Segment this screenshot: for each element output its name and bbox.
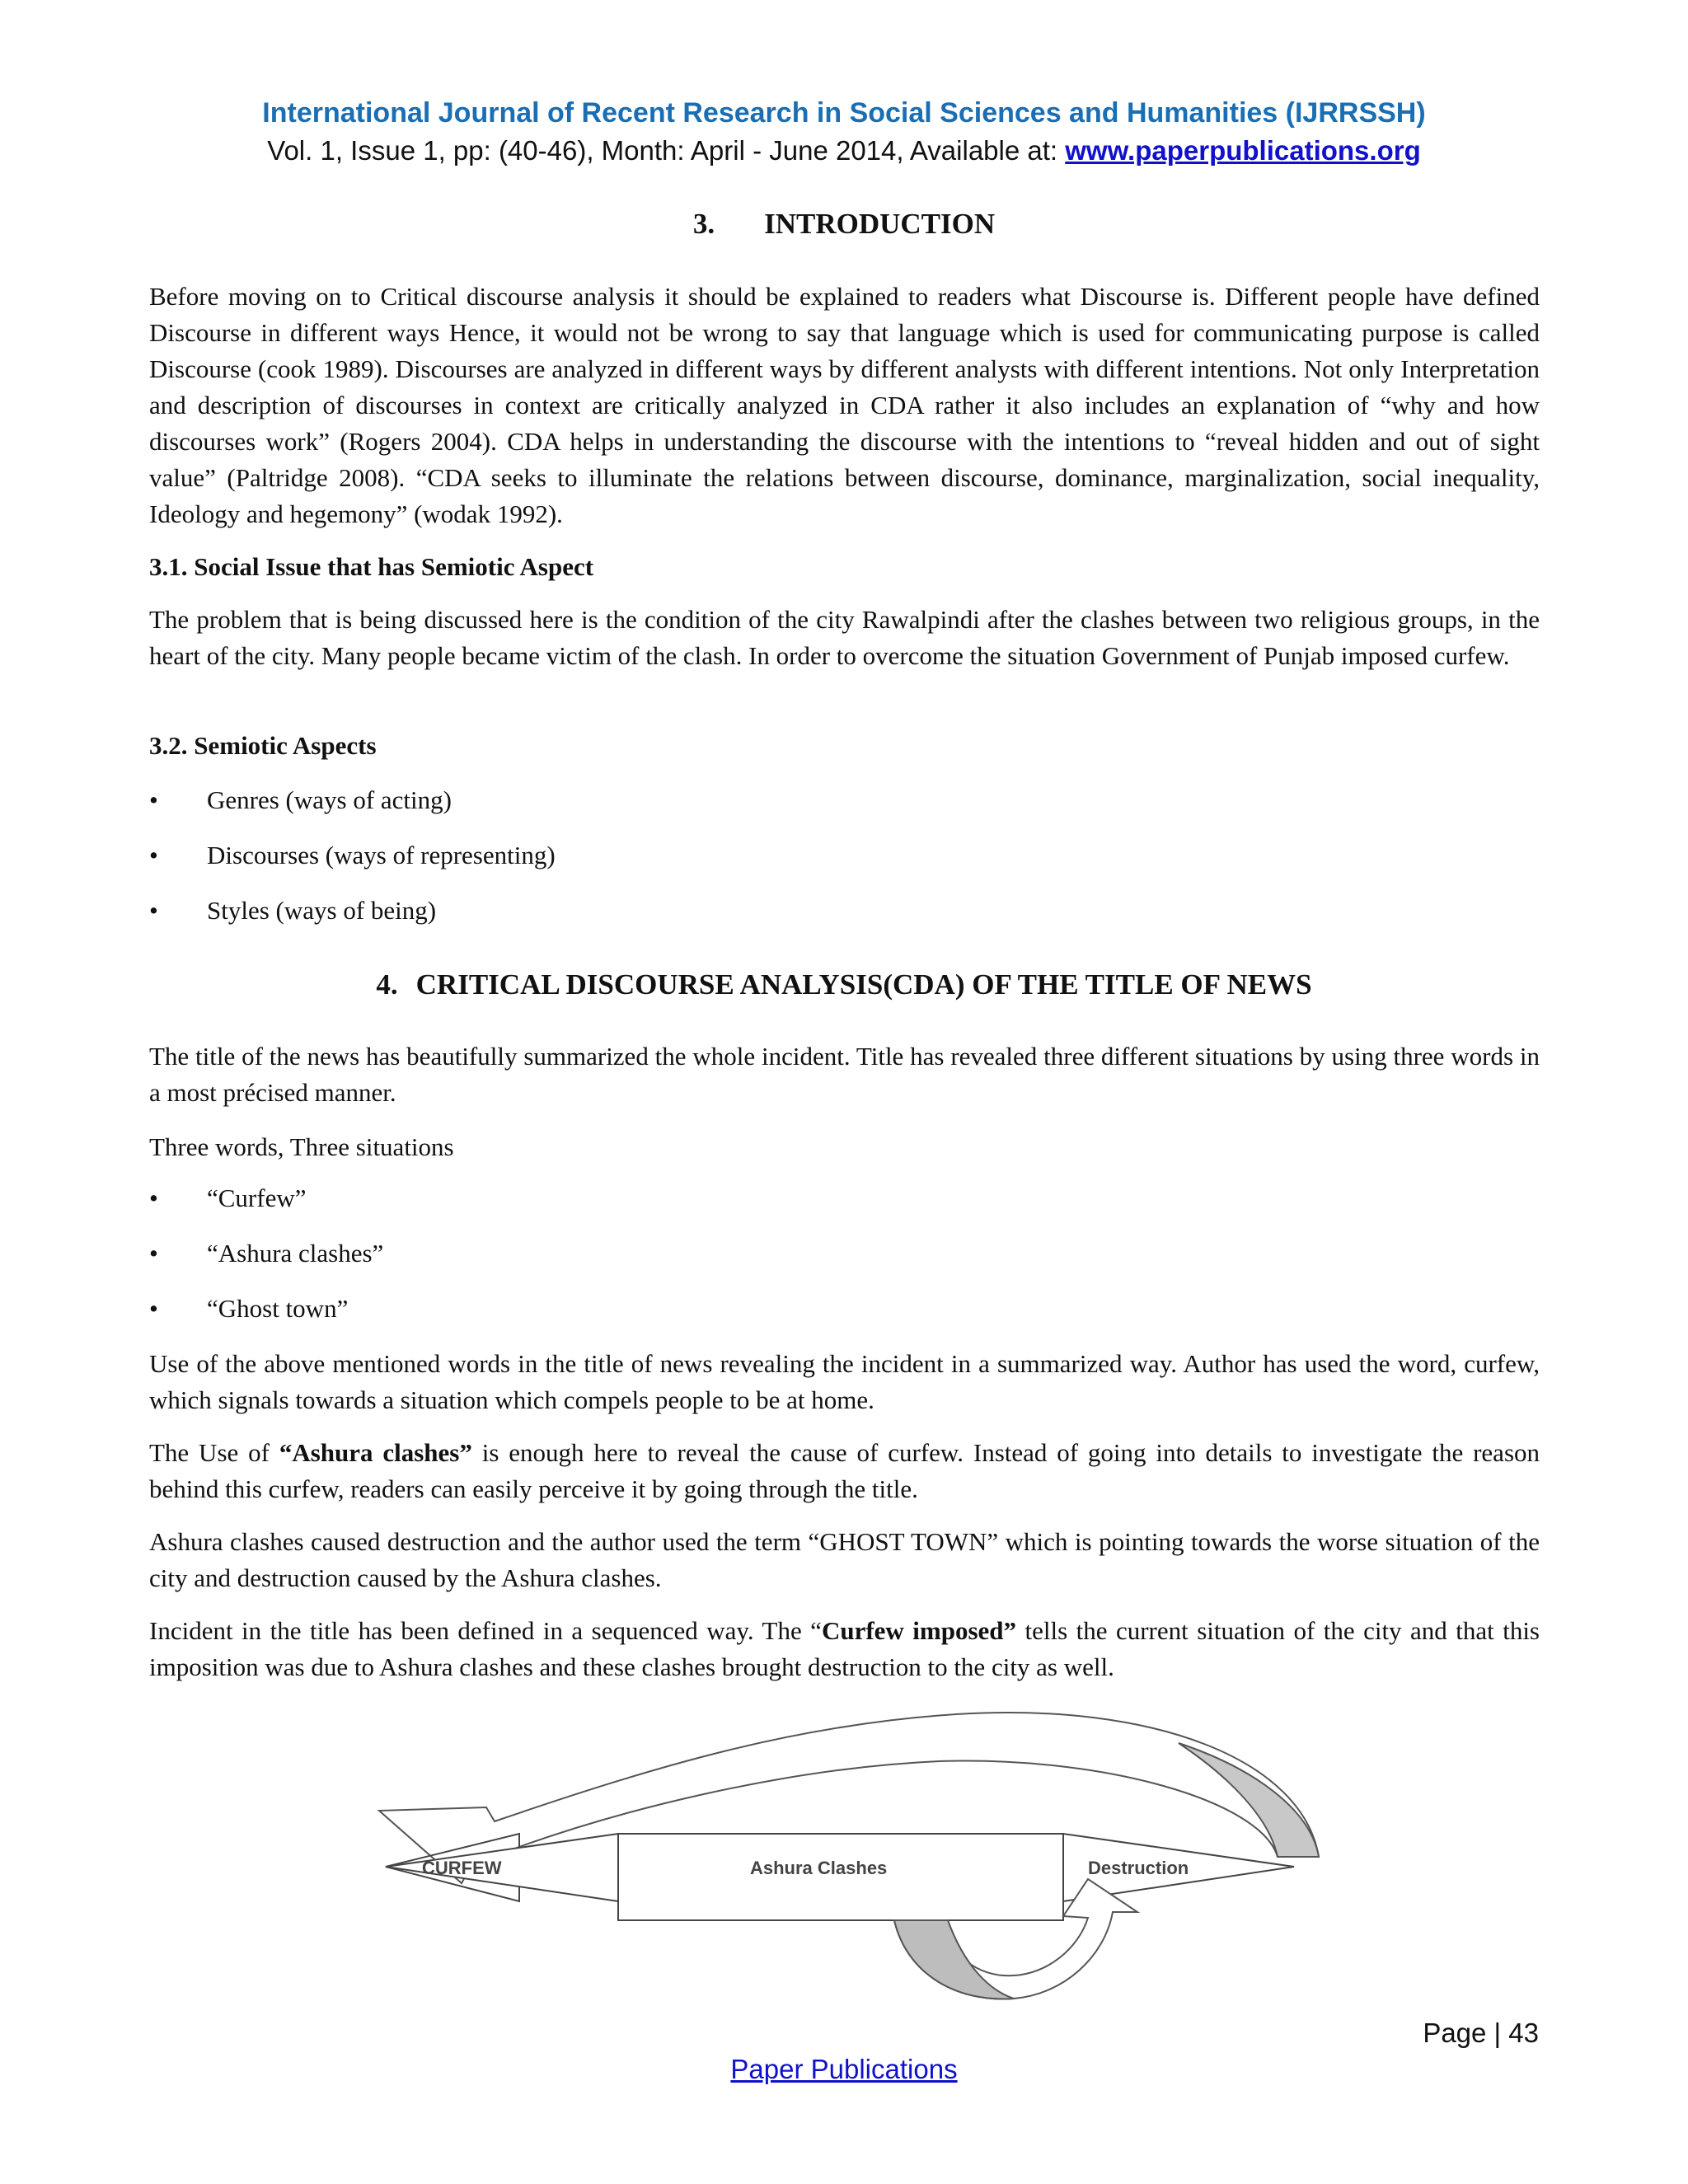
publisher-link[interactable]: Paper Publications — [730, 2054, 958, 2084]
section4-paragraph-6: Incident in the title has been defined in a sequenced way. The “Curfew imposed” tells the current situation of the city and that this imposition was due to Ashura clashes and these clashes brought destruction to the city as well. — [149, 1616, 1540, 1681]
subsection-3-1-paragraph: The problem that is being discussed here is the condition of the city Rawalpindi after the clashes between two religious groups, in the heart of the city. Many people became victim of the clash. In order to overcome the situation Government of Punjab imposed curfew. — [149, 605, 1540, 670]
semiotic-bullet-3: • Styles (ways of being) — [149, 896, 437, 925]
diagram-label-curfew: CURFEW — [422, 1858, 502, 1878]
diagram-label-destruction: Destruction — [1088, 1858, 1189, 1878]
section3-title: INTRODUCTION — [764, 208, 996, 240]
section4-paragraph-4: The Use of “Ashura clashes” is enough here to reveal the cause of curfew. Instead of going into details to investigate the reason behind this curfew, readers can easily perceive it by going through the title. — [149, 1438, 1540, 1503]
subsection-3-2-title: 3.2. Semiotic Aspects — [149, 731, 377, 760]
section4-paragraph-1: The title of the news has beautifully summarized the whole incident. Title has revealed three different situations by using three words in a most précised manner. — [149, 1042, 1540, 1107]
volume-info — [0, 135, 1688, 166]
section3-heading — [0, 208, 1688, 241]
cda-flow-diagram — [363, 1710, 1335, 2007]
diagram-label-ashura: Ashura Clashes — [750, 1858, 888, 1878]
section4-number: 4. — [376, 968, 398, 1001]
section4-heading — [0, 968, 1688, 1001]
introduction-paragraph: Before moving on to Critical discourse analysis it should be explained to readers what Discourse is. Different people have defined Discourse in different ways Hence, it would not be wrong to say that language which is used for communicating purpose is called Discourse (cook 1989). Discourses are analyzed in different ways by different analysts with different intentions. Not only Interpretation and description of discourses in context are critically analyzed in CDA rather it also includes an explanation of “why and how discourses work” (Rogers 2004). CDA helps in understanding the discourse with the intentions to “reveal hidden and out of sight value” (Paltridge 2008). “CDA seeks to illuminate the relations between discourse, dominance, marginalization, social inequality, Ideology and hegemony” (wodak 1992). — [149, 282, 1540, 528]
website-link[interactable]: www.paperpublications.org — [1065, 135, 1421, 166]
section4-paragraph-5: Ashura clashes caused destruction and the author used the term “GHOST TOWN” which is pointing towards the worse situation of the city and destruction caused by the Ashura clashes. — [149, 1527, 1540, 1592]
semiotic-bullet-1: • Genres (ways of acting) — [149, 785, 452, 814]
volume-text: Vol. 1, Issue 1, pp: (40-46), Month: April - June 2014, Available at: — [267, 135, 1066, 166]
title-word-bullet-1: • “Curfew” — [149, 1183, 307, 1212]
title-word-bullet-2: • “Ashura clashes” — [149, 1239, 384, 1268]
page-number: Page | 43 — [1423, 2018, 1539, 2048]
section4-paragraph-3: Use of the above mentioned words in the title of news revealing the incident in a summarized way. Author has used the word, curfew, which signals towards a situation which compels people to be at home. — [149, 1349, 1540, 1414]
semiotic-bullet-2: • Discourses (ways of representing) — [149, 841, 556, 869]
title-word-bullet-3: • “Ghost town” — [149, 1294, 349, 1323]
journal-title: International Journal of Recent Research in Social Sciences and Humanities (IJRRSSH) — [262, 97, 1426, 129]
section3-number: 3. — [692, 208, 715, 240]
subsection-3-1-title: 3.1. Social Issue that has Semiotic Aspect — [149, 552, 594, 581]
section4-title: CRITICAL DISCOURSE ANALYSIS(CDA) OF THE TITLE OF NEWS — [415, 968, 1312, 1001]
section4-paragraph-2: Three words, Three situations — [149, 1132, 454, 1161]
